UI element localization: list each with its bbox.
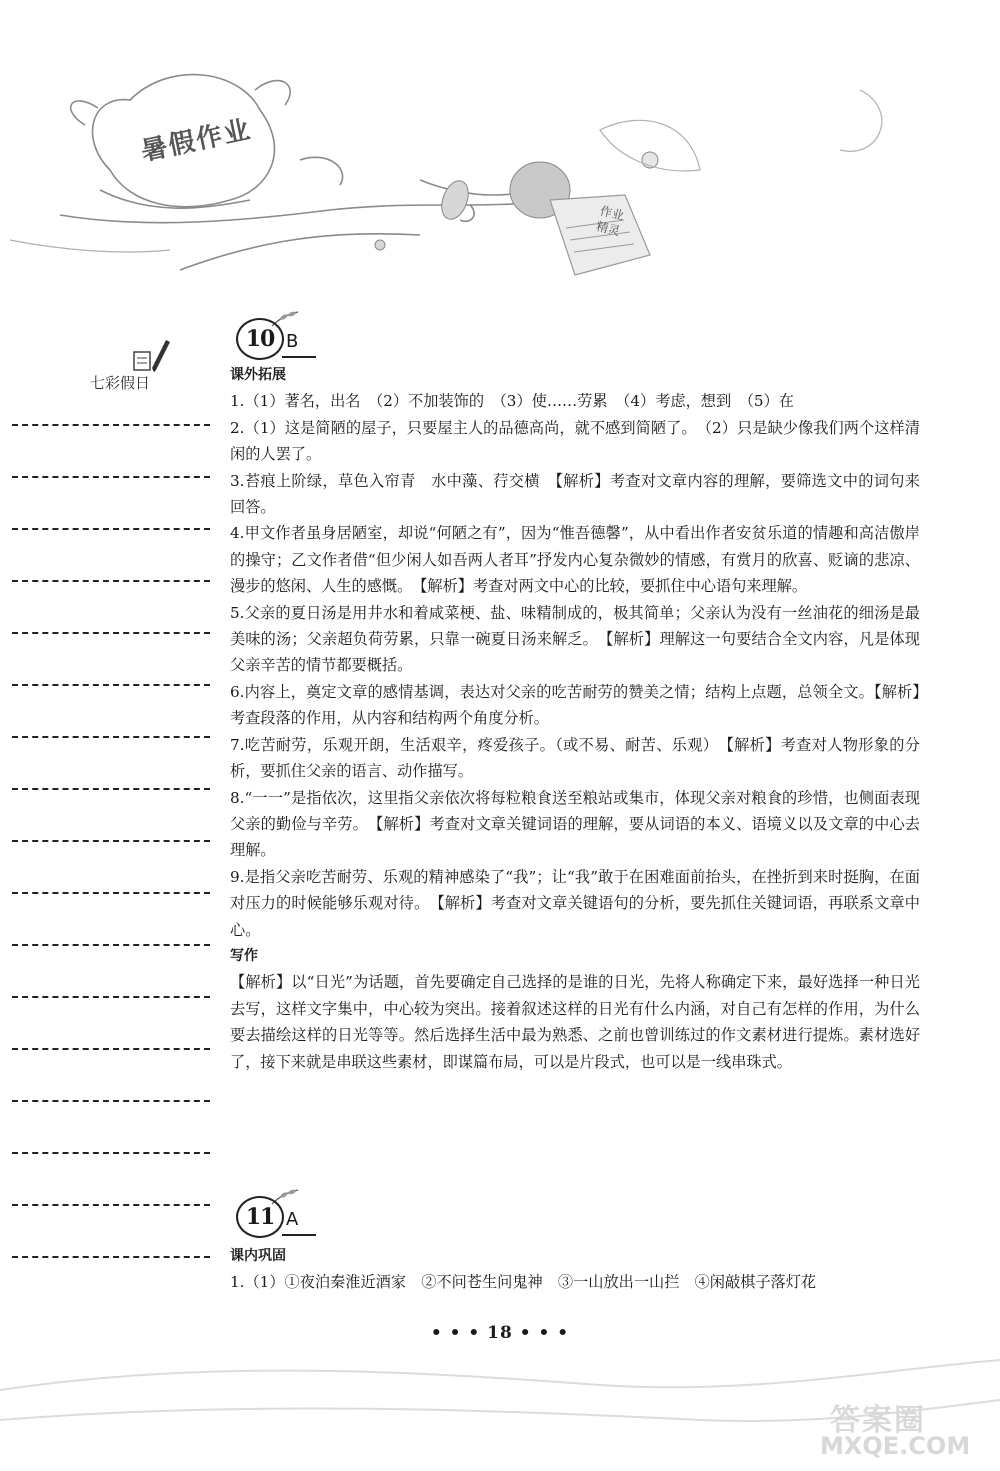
section-letter: A	[282, 1206, 316, 1236]
pen-notebook-icon	[132, 334, 172, 374]
answer-item: 8.“一一”是指依次，这里指父亲依次将每粒粮食送至粮站或集市，体现父亲对粮食的珍惜，也侧面表现父亲的勤俭与辛劳。 【解析】考查对文章关键词语的理解，要从词语的本义、语境义以及文章的中心去理解。	[230, 788, 920, 860]
banner-title: 暑假作业	[138, 114, 255, 168]
answer-item: 1.（1）著名，出名 （2）不加装饰的 （3）使……劳累 （4）考虑，想到 （5）在	[230, 392, 794, 411]
answer-item: 【解析】以“日光”为话题，首先要确定自己选择的是谁的日光，先将人称确定下来，最好选择一种日光去写，这样文字集中，中心较为突出。接着叙述这样的日光有什么内涵，对自己有怎样的作用，为什么要去描绘这样的日光等等。然后选择生活中最为熟悉、之前也曾训练过的作文素材进行提炼。素材选好了，接下来就是串联这些素材，即谋篇布局，可以是片段式，也可以是一线串珠式。	[230, 973, 920, 1071]
watermark-url: MXQE.COM	[820, 1432, 971, 1460]
note-line	[12, 788, 210, 790]
note-line	[12, 1048, 210, 1050]
note-line	[12, 1204, 210, 1206]
note-line	[12, 892, 210, 894]
group-heading: 写作	[230, 947, 258, 964]
note-line	[12, 476, 210, 478]
note-line	[12, 840, 210, 842]
stamp-line-2: 精灵	[594, 219, 622, 239]
note-line	[12, 424, 210, 426]
section-letter: B	[282, 328, 316, 358]
section-10-content	[230, 362, 920, 1075]
answer-item: 4.甲文作者虽身居陋室，却说“何陋之有”，因为“惟吾德馨”，从中看出作者安贫乐道的情趣和高洁傲岸的操守；乙文作者借“但少闲人如吾两人者耳”抒发内心复杂微妙的情感，有赏月的欣喜、贬谪的悲凉、漫步的悠闲、人生的感慨。 【解析】考查对两文中心的比较，要抓住中心语句来理解。	[230, 524, 920, 596]
answer-item: 2.（1）这是简陋的屋子，只要屋主人的品德高尚，就不感到简陋了。 （2）只是缺少像我们两个这样清闲的人罢了。	[230, 418, 920, 464]
section-badge-11	[236, 1196, 316, 1238]
group-heading: 课外拓展	[230, 367, 286, 383]
answer-item: 9.是指父亲吃苦耐劳、乐观的精神感染了“我”；让“我”敢于在困难面前抬头，在挫折到来时挺胸，在面对压力的时候能够乐观对待。 【解析】考查对文章关键语句的分析，要先抓住关键词语，再联系文章中心。	[230, 867, 920, 939]
answer-item: 7.吃苦耐劳，乐观开朗，生活艰辛，疼爱孩子。（或不易、耐苦、乐观） 【解析】考查对人物形象的分析，要抓住父亲的语言、动作描写。	[230, 735, 920, 781]
section-number: 10	[236, 318, 284, 360]
note-line	[12, 528, 210, 530]
note-line	[12, 944, 210, 946]
note-line	[12, 632, 210, 634]
note-line	[12, 996, 210, 998]
section-11-content	[230, 1243, 920, 1296]
answer-item: 5.父亲的夏日汤是用井水和着咸菜梗、盐、味精制成的，极其简单；父亲认为没有一丝油花的细汤是最美味的汤；父亲超负荷劳累，只靠一碗夏日汤来解乏。 【解析】理解这一句要结合全文内容，凡是体现父亲辛苦的情节都要概括。	[230, 603, 920, 675]
sidebar-label: 七彩假日	[90, 374, 151, 392]
group-heading: 课内巩固	[230, 1248, 286, 1264]
watermark-logo: 答案圈	[830, 1403, 926, 1438]
page-number: • • • 18 • • •	[430, 1323, 570, 1343]
answer-item: 3.苔痕上阶绿，草色入帘青 水中藻、荇交横 【解析】考查对文章内容的理解，要筛选文中的词句来回答。	[230, 471, 920, 517]
note-line	[12, 1256, 210, 1258]
note-line	[12, 736, 210, 738]
note-line	[12, 1100, 210, 1102]
section-badge-10	[236, 318, 316, 360]
note-line	[12, 580, 210, 582]
stamp-line-1: 作业	[598, 203, 626, 223]
section-number: 11	[236, 1196, 284, 1238]
answer-item: 1.（1）①夜泊秦淮近酒家 ②不问苍生问鬼神 ③一山放出一山拦 ④闲敲棋子落灯花	[230, 1273, 817, 1292]
note-line	[12, 684, 210, 686]
note-line	[12, 1152, 210, 1154]
answer-item: 6.内容上，奠定文章的感情基调，表达对父亲的吃苦耐劳的赞美之情；结构上点题，总领全文。【解析】考查段落的作用，从内容和结构两个角度分析。	[230, 682, 920, 728]
